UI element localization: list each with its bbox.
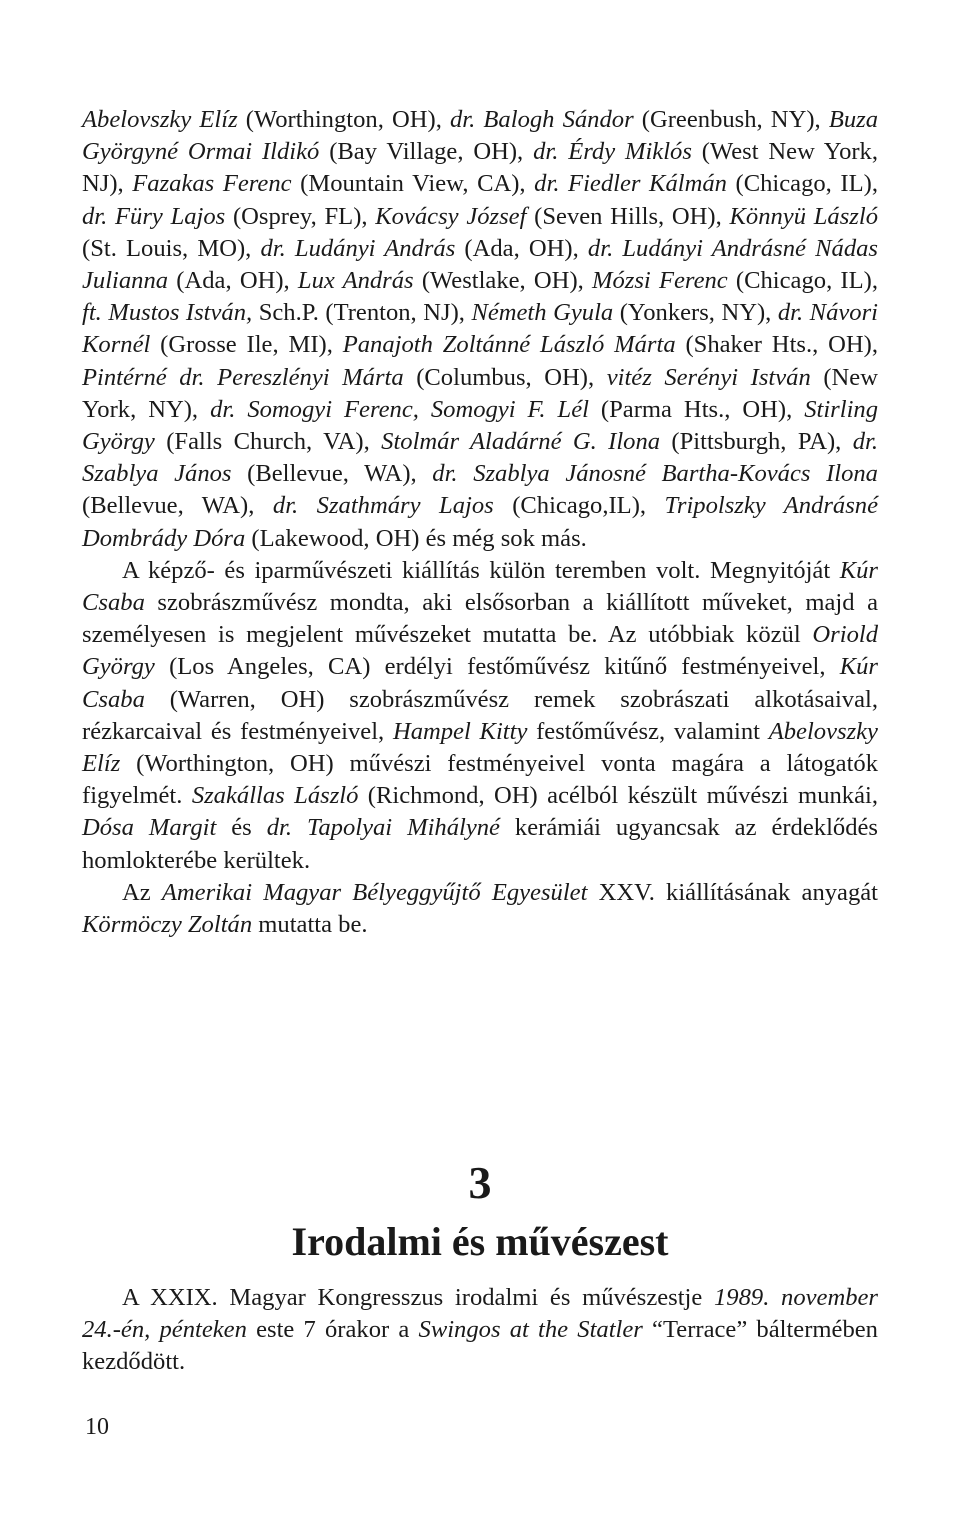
text-run: A képző- és iparművészeti kiállítás külön teremben volt. Megnyitóját (122, 556, 840, 584)
italic-run: dr. Ludányi Andrásné Nádas Julianna (82, 234, 878, 295)
text-run: (Chicago, IL), (726, 170, 878, 198)
text-run: “Terrace” báltermében kezdődött. (82, 1316, 878, 1376)
text-run: (Richmond, OH) acélból készült művészi munkái, (358, 782, 878, 810)
italic-run: Hampel Kitty (392, 717, 528, 745)
italic-run: dr. Szablya János (82, 428, 878, 488)
text-run: (Los Angeles, CA) erdélyi festőművész kitűnő festményeivel, (154, 653, 840, 681)
italic-run: Swingos at the Statler (418, 1316, 643, 1344)
text-run: festőművész, valamint (527, 717, 769, 745)
text-run: XXV. kiállításának anyagát (587, 878, 879, 906)
text-run: (Chicago, IL), (727, 267, 878, 295)
text-run: (West New York, NJ), (82, 138, 878, 198)
italic-run: dr. Fiedler Kálmán (534, 170, 727, 198)
italic-run: dr. Érdy Miklós (533, 138, 692, 166)
italic-run: dr. Füry Lajos (82, 202, 226, 230)
text-run: (Grosse Ile, MI), (150, 331, 343, 359)
italic-run: Pintérné dr. Pereszlényi Márta (82, 363, 404, 391)
text-run: (Osprey, FL), (225, 202, 376, 230)
text-run: A XXIX. Magyar Kongresszus irodalmi és művészestje (122, 1284, 714, 1311)
paragraph-attendee-list (82, 104, 878, 555)
page-number: 10 (85, 1414, 109, 1440)
italic-run: Stolmár Aladárné G. Ilona (381, 428, 661, 456)
italic-run: Kúr Csaba (82, 653, 878, 713)
text-run: (Parma Hts., OH), (588, 395, 805, 423)
italic-run: Tripolszky Andrásné Dombrády Dóra (82, 492, 878, 552)
text-run: mutatta be. (252, 911, 368, 939)
italic-run: dr. Ludányi András (260, 234, 456, 262)
italic-run: Oriold György (82, 621, 878, 681)
text-run: este 7 órakor a (246, 1316, 419, 1344)
text-run: (Lakewood, OH) és még sok más. (245, 524, 587, 552)
italic-run: Könnyü László (729, 202, 878, 230)
italic-run: dr. Szablya Jánosné Bartha-Kovács Ilona (432, 460, 878, 488)
italic-run: Panajoth Zoltánné László Márta (342, 331, 676, 359)
text-run: (Chicago,IL), (493, 492, 665, 520)
paragraph-chapter-intro (82, 1282, 878, 1379)
text-run: (Pittsburgh, PA), (660, 428, 853, 456)
italic-run: Fazakas Ferenc (132, 170, 292, 198)
text-run: kerámiái ugyancsak az érdeklődés homlokterébe kerültek. (82, 814, 878, 874)
chapter-number: 3 (468, 1157, 492, 1208)
chapter-title: Irodalmi és művészest (291, 1219, 669, 1264)
italic-run: ft. Mustos István, (82, 299, 253, 327)
italic-run: Abelovszky Elíz (82, 106, 238, 133)
italic-run: dr. Balogh Sándor (449, 106, 634, 133)
paragraph-art-exhibition (82, 555, 878, 877)
text-run: (Mountain View, CA), (291, 170, 535, 198)
text-run: (Ada, OH), (168, 267, 298, 295)
text-run: (Worthington, OH), (237, 106, 450, 133)
italic-run: Dósa Margit (82, 814, 217, 842)
text-run: (Bay Village, OH), (319, 138, 534, 166)
italic-run: dr. Szathmáry Lajos (272, 492, 494, 520)
text-run: (Worthington, OH) művészi festményeivel vonta magára a látogatók figyelmét. (82, 750, 878, 810)
text-run: Az (122, 878, 162, 906)
body-text-upper (82, 104, 878, 941)
italic-run: Németh Gyula (471, 299, 614, 327)
text-run: (Yonkers, NY), (613, 299, 778, 327)
italic-run: Abelovszky Elíz (82, 717, 878, 778)
italic-run: dr. Návori Kornél (82, 299, 878, 359)
text-run: (New York, NY), (82, 363, 878, 423)
italic-run: vitéz Serényi István (606, 363, 811, 391)
italic-run: Kúr Csaba (82, 556, 878, 617)
italic-run: dr. Somogyi Ferenc, Somogyi F. Lél (210, 395, 589, 423)
text-run: (Seven Hills, OH), (526, 202, 730, 230)
italic-run: Körmöczy Zoltán (82, 911, 253, 939)
text-run: (Warren, OH) szobrászművész remek szobrászati alkotásaival, rézkarcaival és festményeivel, (82, 685, 878, 745)
paragraph-stamp-exhibition (82, 877, 878, 941)
text-run: és (216, 814, 267, 842)
italic-run: Szakállas László (191, 782, 359, 810)
italic-run: Amerikai Magyar Bélyeggyűjtő Egyesület (161, 878, 588, 906)
text-run: (Columbus, OH), (403, 363, 607, 391)
text-run: (Falls Church, VA), (154, 428, 382, 456)
italic-run: dr. Tapolyai Mihályné (266, 814, 500, 842)
text-run: (St. Louis, MO), (82, 234, 261, 262)
text-run: (Shaker Hts., OH), (675, 331, 878, 359)
italic-run: Buza Györgyné Ormai Ildikó (82, 106, 878, 166)
body-text-chapter (82, 1282, 878, 1379)
italic-run: Mózsi Ferenc (592, 267, 728, 295)
text-run: (Ada, OH), (455, 234, 588, 262)
italic-run: 1989. november 24.-én, pénteken (82, 1284, 878, 1344)
text-run: (Greenbush, NY), (633, 106, 829, 133)
text-run: (Bellevue, WA), (231, 460, 433, 488)
text-run: (Westlake, OH), (413, 267, 592, 295)
italic-run: Kovácsy József (375, 202, 527, 230)
text-run: szobrászművész mondta, aki elsősorban a kiállított műveket, majd a személyesen is megjelent művészeket mutatta be. Az utóbbiak közül (82, 589, 878, 649)
text-run: (Bellevue, WA), (82, 492, 273, 520)
italic-run: Stirling György (82, 395, 879, 456)
italic-run: Lux András (297, 267, 414, 295)
text-run: Sch.P. (Trenton, NJ), (252, 299, 472, 327)
